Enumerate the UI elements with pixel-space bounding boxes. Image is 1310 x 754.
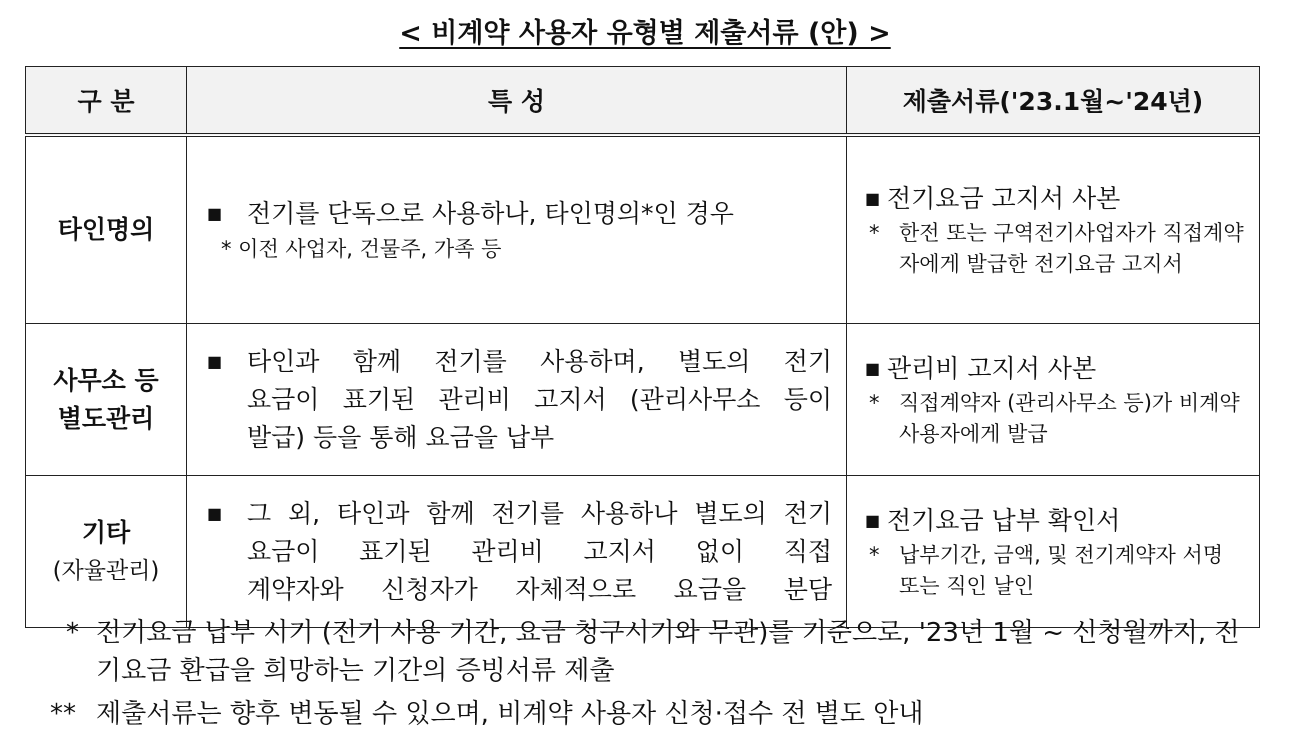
document-table <box>25 66 1260 628</box>
docs-note-text: 한전 또는 구역전기사업자가 직접계약자에게 발급한 전기요금 고지서 <box>899 221 1244 276</box>
square-bullet-icon: ■ <box>865 189 881 208</box>
feature-text: 그 외, 타인과 함께 전기를 사용하나 별도의 전기 <box>247 498 832 528</box>
note-asterisk: * <box>869 221 880 245</box>
category-label: 사무소 등 <box>53 365 159 395</box>
header-docs: 제출서류('23.1월~'24년) <box>847 67 1260 136</box>
docs-main-text: 전기요금 납부 확인서 <box>887 505 1121 535</box>
docs-main-line <box>865 180 1247 218</box>
docs-note-text: 납부기간, 금액, 및 전기계약자 서명 또는 직인 날인 <box>899 542 1224 598</box>
docs-main-text: 전기요금 고지서 사본 <box>887 184 1121 213</box>
page-title-text: < 비계약 사용자 유형별 제출서류 (안) > <box>399 18 891 49</box>
feature-line <box>207 571 832 609</box>
docs-note-text: 직접계약자 (관리사무소 등)가 비계약사용자에게 발급 <box>899 390 1240 446</box>
header-feature: 특 성 <box>187 67 847 136</box>
feature-line <box>207 381 832 419</box>
docs-cell <box>847 324 1260 476</box>
category-sublabel: (자율관리) <box>52 557 160 584</box>
footnote-text: 제출서류는 향후 변동될 수 있으며, 비계약 사용자 신청·접수 전 별도 안내 <box>96 699 924 729</box>
feature-cell <box>187 324 847 476</box>
feature-text: 발급) 등을 통해 요금을 납부 <box>247 422 555 452</box>
header-category: 구 분 <box>26 67 187 136</box>
feature-text: 요금이 표기된 관리비 고지서 없이 직접 <box>247 536 832 566</box>
category-label: 타인명의 <box>57 215 155 244</box>
table-row <box>26 135 1260 324</box>
table-row <box>26 324 1260 476</box>
table-row <box>26 476 1260 628</box>
category-cell <box>26 476 187 628</box>
note-asterisk: * <box>869 542 880 567</box>
feature-line <box>207 195 832 233</box>
page-title <box>0 14 1290 54</box>
note-asterisk: * <box>869 390 880 415</box>
docs-cell <box>847 135 1260 324</box>
feature-text: 요금이 표기된 관리비 고지서 (관리사무소 등이 <box>247 384 832 414</box>
feature-cell <box>187 476 847 628</box>
footnote <box>66 614 1260 690</box>
docs-note <box>865 540 1247 602</box>
footnote-text: 전기요금 납부 시기 (전기 사용 기간, 요금 청구시기와 무관)를 기준으로, '23년 1월 ~ 신청월까지, 전기요금 환급을 희망하는 기간의 증빙서류 제출 <box>96 618 1240 686</box>
square-bullet-icon: ■ <box>865 358 881 378</box>
feature-line <box>207 419 832 457</box>
category-label: 기타 <box>81 517 131 547</box>
docs-main-line <box>865 502 1247 540</box>
footnote-mark: ** <box>50 699 76 729</box>
square-bullet-icon: ■ <box>207 351 223 371</box>
feature-line <box>207 533 832 571</box>
feature-note: * 이전 사업자, 건물주, 가족 등 <box>221 237 502 261</box>
docs-note <box>865 218 1247 280</box>
footnote <box>50 695 1260 733</box>
footnote-mark: * <box>66 618 79 648</box>
docs-note <box>865 388 1247 450</box>
table-header-row <box>26 67 1260 136</box>
feature-text: 전기를 단독으로 사용하나, 타인명의*인 경우 <box>247 199 734 228</box>
feature-text: 계약자와 신청자가 자체적으로 요금을 분담 <box>247 574 832 604</box>
docs-main-text: 관리비 고지서 사본 <box>887 353 1097 383</box>
category-cell <box>26 135 187 324</box>
feature-line <box>207 343 832 381</box>
square-bullet-icon: ■ <box>865 510 881 530</box>
square-bullet-icon: ■ <box>207 204 223 223</box>
category-label-line2: 별도관리 <box>57 403 155 433</box>
feature-line <box>207 495 832 533</box>
docs-cell <box>847 476 1260 628</box>
docs-main-line <box>865 350 1247 388</box>
category-cell <box>26 324 187 476</box>
feature-text: 타인과 함께 전기를 사용하며, 별도의 전기 <box>247 346 832 376</box>
feature-cell <box>187 135 847 324</box>
square-bullet-icon: ■ <box>207 503 223 523</box>
